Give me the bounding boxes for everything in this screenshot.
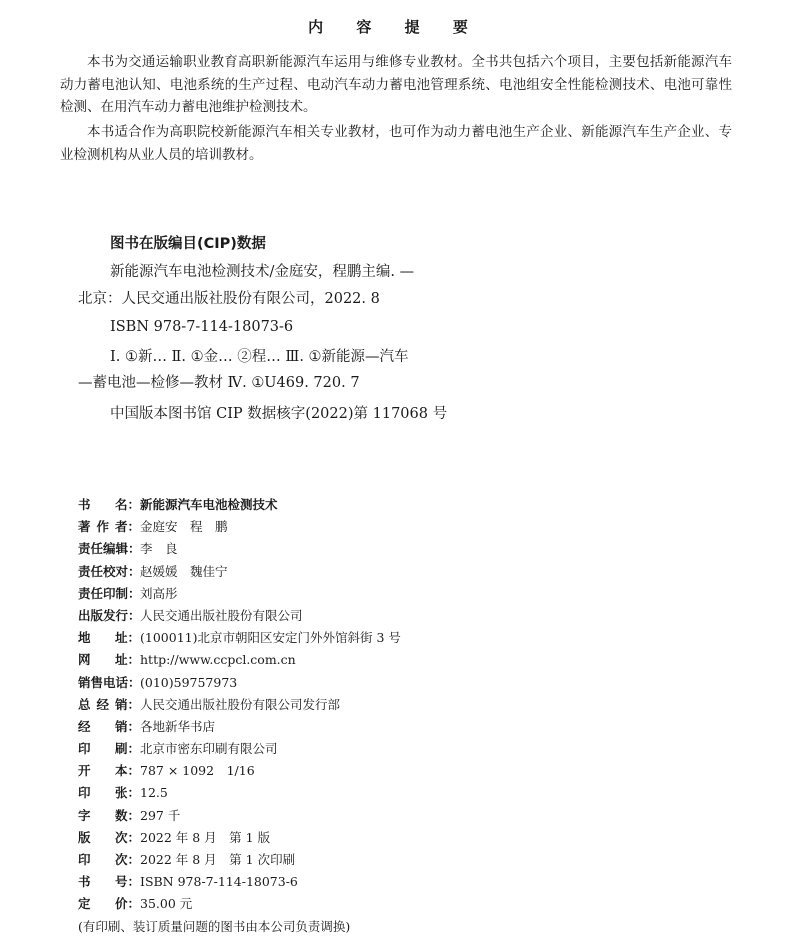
colophon-label (78, 716, 140, 738)
colophon-row (78, 583, 778, 605)
colophon-row (78, 760, 778, 782)
cip-heading: 图书在版编目(CIP)数据 (110, 236, 266, 252)
cip-line-title-author: 新能源汽车电池检测技术/金庭安，程鹏主编. — (110, 264, 415, 280)
colophon-value: 北京市密东印刷有限公司 (140, 741, 278, 757)
colophon-label-part: 址： (114, 652, 140, 668)
colophon-label (78, 672, 140, 694)
colophon-label-part: 作 (96, 519, 109, 535)
colophon-label (78, 760, 140, 782)
colophon-value: 各地新华书店 (140, 718, 216, 734)
colophon-label-part: 印 (78, 852, 91, 867)
colophon-label-part: 印 (78, 785, 91, 801)
summary-paragraph-2: 本书适合作为高职院校新能源汽车相关专业教材，也可作为动力蓄电池生产企业、新能源汽车生产企业、专业检测机构从业人员的培训教材。 (60, 124, 732, 163)
colophon-label-part: 销售电话： (78, 674, 141, 690)
colophon-row (78, 516, 778, 538)
colophon-row (78, 893, 778, 915)
colophon-label-part: 责任编辑： (78, 541, 141, 557)
colophon-label (78, 805, 140, 827)
colophon-value: http://www.ccpcl.com.cn (140, 652, 296, 668)
cip-line-isbn: ISBN 978-7-114-18073-6 (110, 319, 294, 335)
colophon-row (78, 694, 778, 716)
colophon-label (78, 494, 140, 516)
colophon-label (78, 649, 140, 671)
colophon-value: 金庭安 程 鹏 (140, 519, 228, 535)
colophon-row (78, 827, 778, 849)
colophon-value: 新能源汽车电池检测技术 (140, 497, 278, 512)
colophon-label (78, 583, 140, 605)
colophon-value: 2022 年 8 月 第 1 次印刷 (140, 852, 296, 867)
colophon-label-part: 书 (78, 874, 91, 890)
colophon-row (78, 627, 778, 649)
colophon-value: 李 良 (140, 541, 178, 557)
colophon-row (78, 849, 778, 871)
colophon-row (78, 782, 778, 804)
colophon-label-part: 定 (78, 896, 91, 912)
colophon-label (78, 516, 140, 538)
colophon-value: 12.5 (140, 785, 168, 801)
colophon-value: 赵媛媛 魏佳宁 (140, 563, 228, 579)
colophon-label-part: 销： (114, 718, 140, 734)
colophon-row (78, 672, 778, 694)
colophon-row (78, 716, 778, 738)
summary-title: 内 容 提 要 (308, 18, 482, 36)
colophon-value: 2022 年 8 月 第 1 版 (140, 829, 271, 845)
colophon-value: 787 × 1092 1/16 (140, 763, 255, 779)
colophon-label-part: 著 (78, 519, 91, 535)
colophon-label-part: 本： (114, 763, 140, 779)
colophon-label (78, 849, 140, 871)
colophon-label-part: 责任印制： (78, 585, 141, 601)
colophon-label-part: 刷： (114, 741, 140, 757)
colophon-row (78, 738, 778, 760)
colophon-label-part: 责任校对： (78, 563, 141, 579)
colophon-row (78, 494, 778, 516)
cip-line-publisher: 北京：人民交通出版社股份有限公司，2022. 8 (78, 291, 380, 307)
colophon-label (78, 871, 140, 893)
colophon-row (78, 871, 778, 893)
colophon (78, 494, 778, 938)
colophon-label-part: 数： (114, 807, 140, 823)
colophon-value: ISBN 978-7-114-18073-6 (140, 874, 298, 890)
cip-line-subjects-cont: —蓄电池—检修—教材 Ⅳ. ①U469. 720. 7 (78, 375, 360, 391)
colophon-label-part: 版 (78, 829, 91, 845)
colophon-label-part: 号： (114, 874, 140, 890)
colophon-rows (78, 494, 778, 916)
colophon-value: (010)59757973 (140, 674, 238, 690)
colophon-row (78, 649, 778, 671)
colophon-label-part: 总 (78, 696, 91, 712)
colophon-label-part: 次： (114, 852, 140, 867)
colophon-value: 人民交通出版社股份有限公司发行部 (140, 696, 341, 712)
colophon-value: 35.00 元 (140, 896, 193, 912)
colophon-label-part: 名： (114, 497, 140, 512)
colophon-label-part: 书 (78, 497, 91, 512)
colophon-label-part: 开 (78, 763, 91, 779)
colophon-label (78, 605, 140, 627)
colophon-label (78, 694, 140, 716)
colophon-label (78, 782, 140, 804)
colophon-label (78, 738, 140, 760)
colophon-label-part: 字 (78, 807, 91, 823)
colophon-row (78, 605, 778, 627)
colophon-value: 刘高彤 (140, 585, 178, 601)
colophon-row (78, 538, 778, 560)
colophon-row (78, 561, 778, 583)
colophon-label-part: 销： (114, 696, 140, 712)
colophon-label (78, 893, 140, 915)
colophon-label (78, 827, 140, 849)
colophon-label-part: 价： (114, 896, 140, 912)
colophon-label-part: 地 (78, 630, 91, 646)
colophon-value: 人民交通出版社股份有限公司 (140, 607, 303, 623)
colophon-label (78, 627, 140, 649)
colophon-row (78, 805, 778, 827)
cip-line-record-number: 中国版本图书馆 CIP 数据核字(2022)第 117068 号 (110, 406, 448, 422)
colophon-label-part: 网 (78, 652, 91, 668)
colophon-label (78, 561, 140, 583)
colophon-value: (100011)北京市朝阳区安定门外外馆斜街 3 号 (140, 630, 401, 646)
summary-paragraph-1: 本书为交通运输职业教育高职新能源汽车运用与维修专业教材。全书共包括六个项目，主要包括新能源汽车动力蓄电池认知、电池系统的生产过程、电动汽车动力蓄电池管理系统、电池组安全性能检测技术、电池可靠性检测、在用汽车动力蓄电池维护检测技术。 (60, 54, 732, 115)
colophon-label-part: 者： (114, 519, 140, 535)
cip-line-subjects: Ⅰ. ①新… Ⅱ. ①金… ②程… Ⅲ. ①新能源—汽车 (110, 349, 409, 365)
colophon-label-part: 出版发行： (78, 607, 141, 623)
colophon-label-part: 次： (114, 829, 140, 845)
colophon-label-part: 经 (96, 696, 109, 712)
quality-notice: (有印刷、装订质量问题的图书由本公司负责调换) (78, 918, 351, 934)
colophon-label-part: 经 (78, 718, 91, 734)
colophon-label-part: 址： (114, 630, 140, 646)
colophon-label-part: 印 (78, 741, 91, 757)
colophon-value: 297 千 (140, 807, 181, 823)
colophon-label-part: 张： (114, 785, 140, 801)
colophon-label (78, 538, 140, 560)
